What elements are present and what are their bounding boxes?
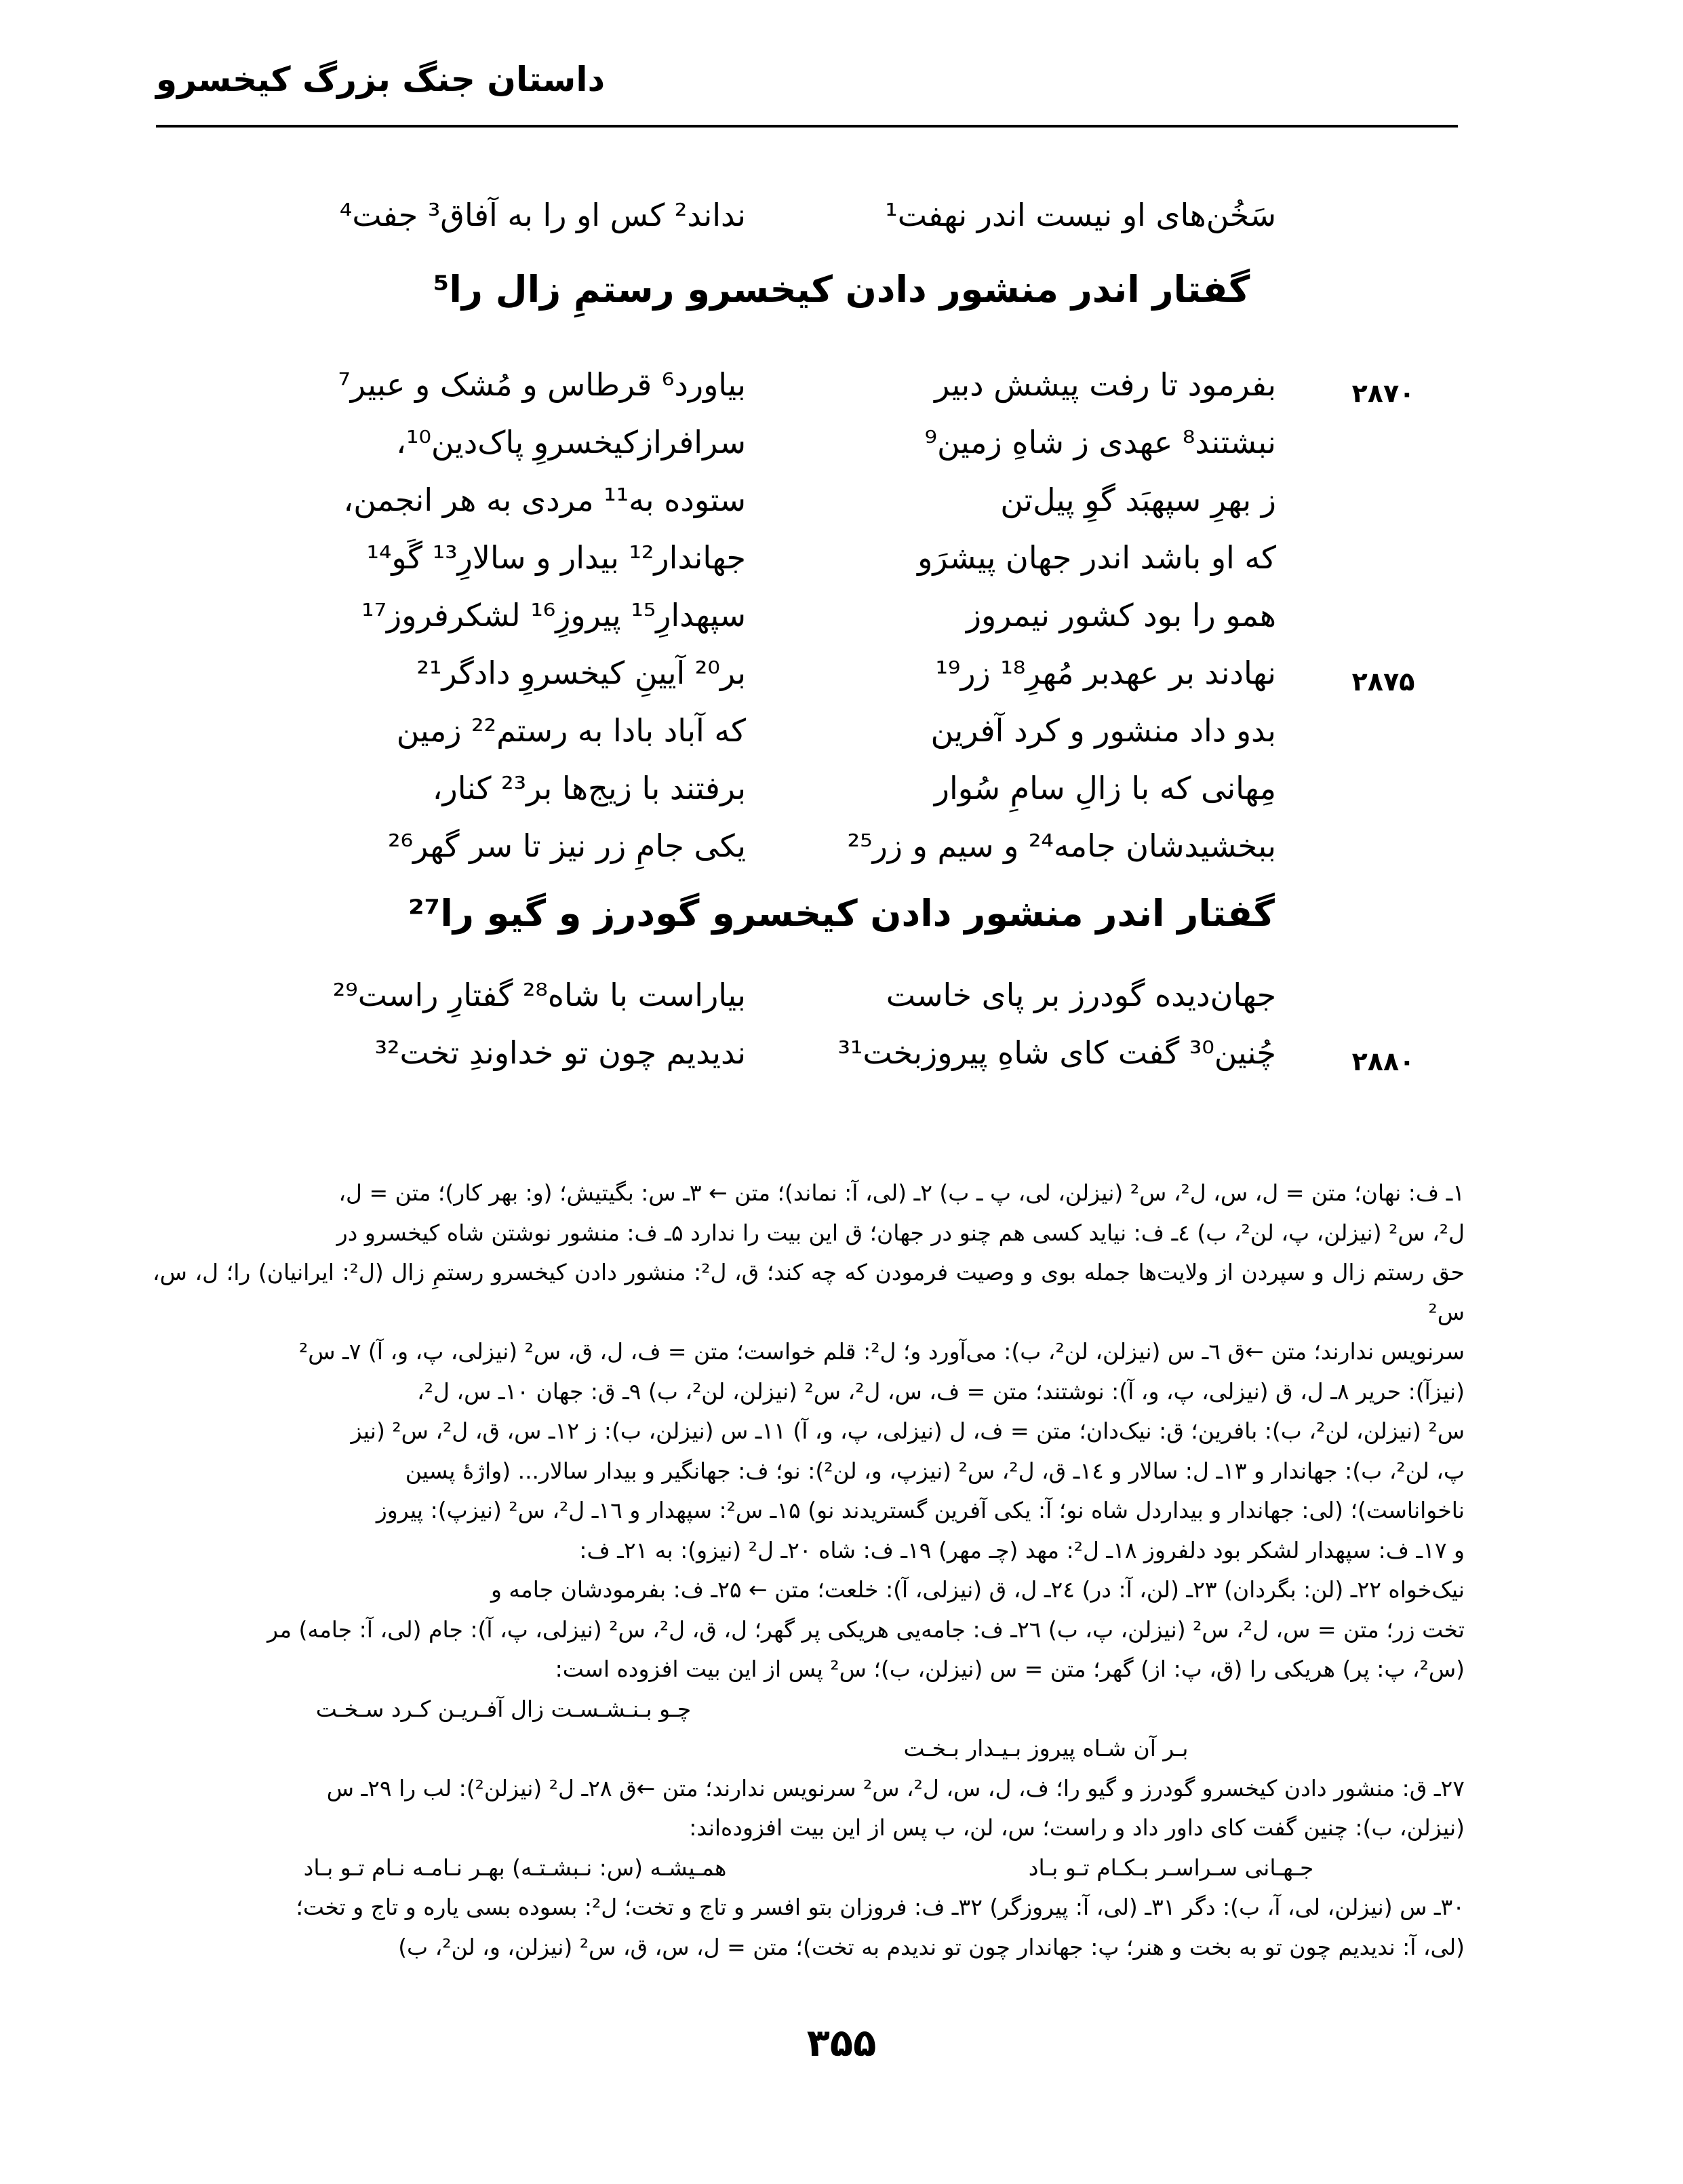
hemistich-second: بیاورد⁶ قرطاس و مُشک و عبیر⁷ <box>338 366 746 403</box>
footnote-line: (نیزآ): حریر ۸ـ ل، ق (نیزلی، پ، و، آ): نوشتند؛ متن = ف، س، ل²، س² (نیزلن، لن²، ب) ۹ـ ق: جهان ۱۰ـ س، ل²، <box>417 1378 1465 1405</box>
hemistich-second: جهاندار¹² بیدار و سالارِ¹³ گَو¹⁴ <box>366 539 746 576</box>
hemistich-first: بدو داد منشور و کرد آفرین <box>930 712 1276 749</box>
footnote-line: (نیزلن، ب): چنین گفت کای داور داد و راست؛ س، لن، ب پس از این بیت افزوده‌اند: <box>689 1814 1465 1841</box>
verse-number: ۲۸۸۰ <box>1351 1047 1415 1076</box>
footnote-line: (س²، پ: پر) هریکی را (ق، پ: از) گهر؛ متن = س (نیزلن، ب)؛ س² پس از این بیت افزوده است: <box>555 1656 1465 1682</box>
section-title: گفتار اندر منشور دادن کیخسرو رستمِ زال را⁵ <box>433 268 1250 311</box>
verse-row <box>0 539 1683 593</box>
hemistich-second: نداند² کس او را به آفاق³ جفت⁴ <box>339 197 746 233</box>
verse-row <box>0 655 1683 709</box>
footnote-line: نیک‌خواه ۲۲ـ (لن: بگردان) ۲۳ـ (لن، آ: در) ۲٤ـ ل، ق (نیزلی، آ): خلعت؛ متن ← ۲۵ـ ف: بفرمودشان جامه و <box>490 1576 1465 1603</box>
hemistich-first: که او باشد اندر جهان پیشرَو <box>917 539 1276 576</box>
page-number: ۳۵۵ <box>806 2021 877 2065</box>
hemistich-second: سپهدارِ¹⁵ پیروزِ¹⁶ لشکرفروز¹⁷ <box>361 597 746 633</box>
footnote-line: ۲۷ـ ق: منشور دادن کیخسرو گودرز و گیو را؛ ف، ل، س، ل²، س² سرنویس ندارند؛ متن ←ق ۲۸ـ ل² (نیزلن²): لب را ۲۹ـ س <box>326 1774 1465 1801</box>
verse-row <box>0 597 1683 651</box>
verse-row <box>0 977 1683 1031</box>
footnote-line: ناخواناست)؛ (لی: جهاندار و بیداردل شاه نو؛ آ: یکی آفرین گستریدند نو) ۱۵ـ س²: سپهدار و ۱٦ـ ل²، س² (نیزپ): پیروز <box>376 1497 1465 1523</box>
footnote-added-verse-second: همـیشـه (س: نـبشـتـه) بهـر نـامـه نـام تـو بـاد <box>303 1854 727 1881</box>
section-title: گفتار اندر منشور دادن کیخسرو گودرز و گیو را²⁷ <box>408 892 1275 935</box>
footnote-added-verse-second: بـر آن شـاه پیروز بـیـدار بـخـت <box>903 1735 1189 1761</box>
hemistich-first: همو را بود کشور نیمروز <box>966 597 1276 633</box>
verse-row <box>0 366 1683 421</box>
running-header-title: داستان جنگ بزرگ کیخسرو <box>156 60 606 99</box>
footnote-added-verse-pair <box>153 1848 1465 1888</box>
verse-row <box>0 1034 1683 1089</box>
footnote-line: ۳۰ـ س (نیزلن، لی، آ، ب): دگر ۳۱ـ (لی، آ: پیروزگر) ۳۲ـ ف: فروزان بتو افسر و تاج و تخت؛ ل²: بسوده بسی یاره و تاج و تخت؛ <box>296 1894 1465 1920</box>
verse-row-opening <box>0 197 1683 251</box>
verse-number: ۲۸۷۰ <box>1351 378 1415 408</box>
hemistich-second: که آباد بادا به رستم²² زمین <box>396 712 746 749</box>
verse-row <box>0 770 1683 824</box>
verse-number: ۲۸۷۵ <box>1351 667 1415 697</box>
footnote-line: تخت زر؛ متن = س، ل²، س² (نیزلن، پ، ب) ۲٦ـ ف: جامه‌یی هریکی پر گهر؛ ل، ق، ل²، س² (نیزلی، پ، آ): جام (لی، آ: جامه) مر <box>267 1616 1465 1643</box>
footnote-line: سرنویس ندارند؛ متن ←ق ٦ـ س (نیزلن، لن²، ب): می‌آورد و؛ ل²: قلم خواست؛ متن = ف، ل، ق، س² (نیزلی، پ، و، آ) ۷ـ س² <box>299 1338 1465 1365</box>
footnote-line: س² (نیزلن، لن²، ب): بافرین؛ ق: نیک‌دان؛ متن = ف، ل (نیزلی، پ، و، آ) ۱۱ـ س (نیزلن، ب): ز ۱۲ـ س، ق، ل²، س² (نیز <box>351 1418 1465 1444</box>
hemistich-second: سرافرازکیخسروِ پاک‌دین¹⁰، <box>396 424 746 461</box>
footnote-line: پ، لن²، ب): جهاندار و ۱۳ـ ل: سالار و ۱٤ـ ق، ل²، س² (نیزپ، و، لن²): نو؛ ف: جهانگیر و بیدار سالار... (واژهٔ پسین <box>405 1457 1465 1484</box>
footnote-added-verse-first: چـو بـنـشـسـت زال آفـریـن کـرد سـخـت <box>315 1695 692 1722</box>
footnote-line: (لی، آ: ندیدیم چون تو به بخت و هنر؛ پ: جهاندار چون تو ندیدم به تخت)؛ متن = ل، س، ق، س² (نیزلن، و، لن²، ب) <box>398 1933 1465 1960</box>
verse-row <box>0 482 1683 536</box>
hemistich-second: ستوده به¹¹ مردی به هر انجمن، <box>343 482 746 518</box>
footnote-line: حق رستم زال و سپردن از ولایت‌ها جمله بوی و وصیت فرمودن که چه کند؛ ق، ل²: منشور دادن کیخسرو رستمِ زال (ل²: ایرانیان) را؛ ل، س، س² <box>153 1259 1465 1325</box>
hemistich-second: ندیدیم چون تو خداوندِ تخت³² <box>374 1034 746 1071</box>
header-rule <box>156 125 1458 128</box>
hemistich-second: بیاراست با شاه²⁸ گفتارِ راست²⁹ <box>332 977 746 1013</box>
footnote-line: ۱ـ ف: نهان؛ متن = ل، س، ل²، س² (نیزلن، لی، پ ـ ب) ۲ـ (لی، آ: نماند)؛ متن ← ۳ـ س: بگیتیش؛ (و: بهر کار)؛ متن = ل، <box>338 1179 1465 1206</box>
hemistich-first: مِهانی که با زالِ سامِ سُوار <box>934 770 1276 806</box>
footnote-line: و ۱۷ـ ف: سپهدار لشکر بود دلفروز ۱۸ـ ل²: مهد (چـ مهر) ۱۹ـ ف: شاه ۲۰ـ ل² (نیزو): به ۲۱ـ ف: <box>579 1536 1465 1563</box>
hemistich-first: بفرمود تا رفت پیشش دبیر <box>934 366 1276 403</box>
footnotes <box>153 1173 1465 1967</box>
hemistich-second: یکی جامِ زر نیز تا سر گهر²⁶ <box>388 827 746 864</box>
hemistich-first: نبشتند⁸ عهدی ز شاهِ زمین⁹ <box>924 424 1276 461</box>
hemistich-second: بر²⁰ آیینِ کیخسروِ دادگر²¹ <box>416 655 746 691</box>
verse-row <box>0 827 1683 882</box>
hemistich-first: چُنین³⁰ گفت کای شاهِ پیروزبخت³¹ <box>837 1034 1276 1071</box>
hemistich-first: سَخُن‌های او نیست اندر نهفت¹ <box>885 197 1276 233</box>
verse-row <box>0 424 1683 478</box>
footnote-added-verse-first: جـهـانی سـراسـر بـکـام تـو بـاد <box>1028 1854 1314 1881</box>
hemistich-first: ببخشیدشان جامه²⁴ و سیم و زر²⁵ <box>847 827 1276 864</box>
hemistich-second: برفتند با زیج‌ها بر²³ کنار، <box>432 770 746 806</box>
hemistich-first: ز بهرِ سپهبَد گوِ پیل‌تن <box>1000 482 1276 518</box>
footnote-line: ل²، س² (نیزلن، پ، لن²، ب) ٤ـ ف: نیاید کسی هم چنو در جهان؛ ق این بیت را ندارد ۵ـ ف: منشور نوشتن شاه کیخسرو در <box>336 1219 1465 1246</box>
hemistich-first: نهادند بر عهدبر مُهرِ¹⁸ زر¹⁹ <box>935 655 1276 691</box>
hemistich-first: جهان‌دیده گودرز بر پای خاست <box>886 977 1276 1013</box>
verse-row <box>0 712 1683 766</box>
